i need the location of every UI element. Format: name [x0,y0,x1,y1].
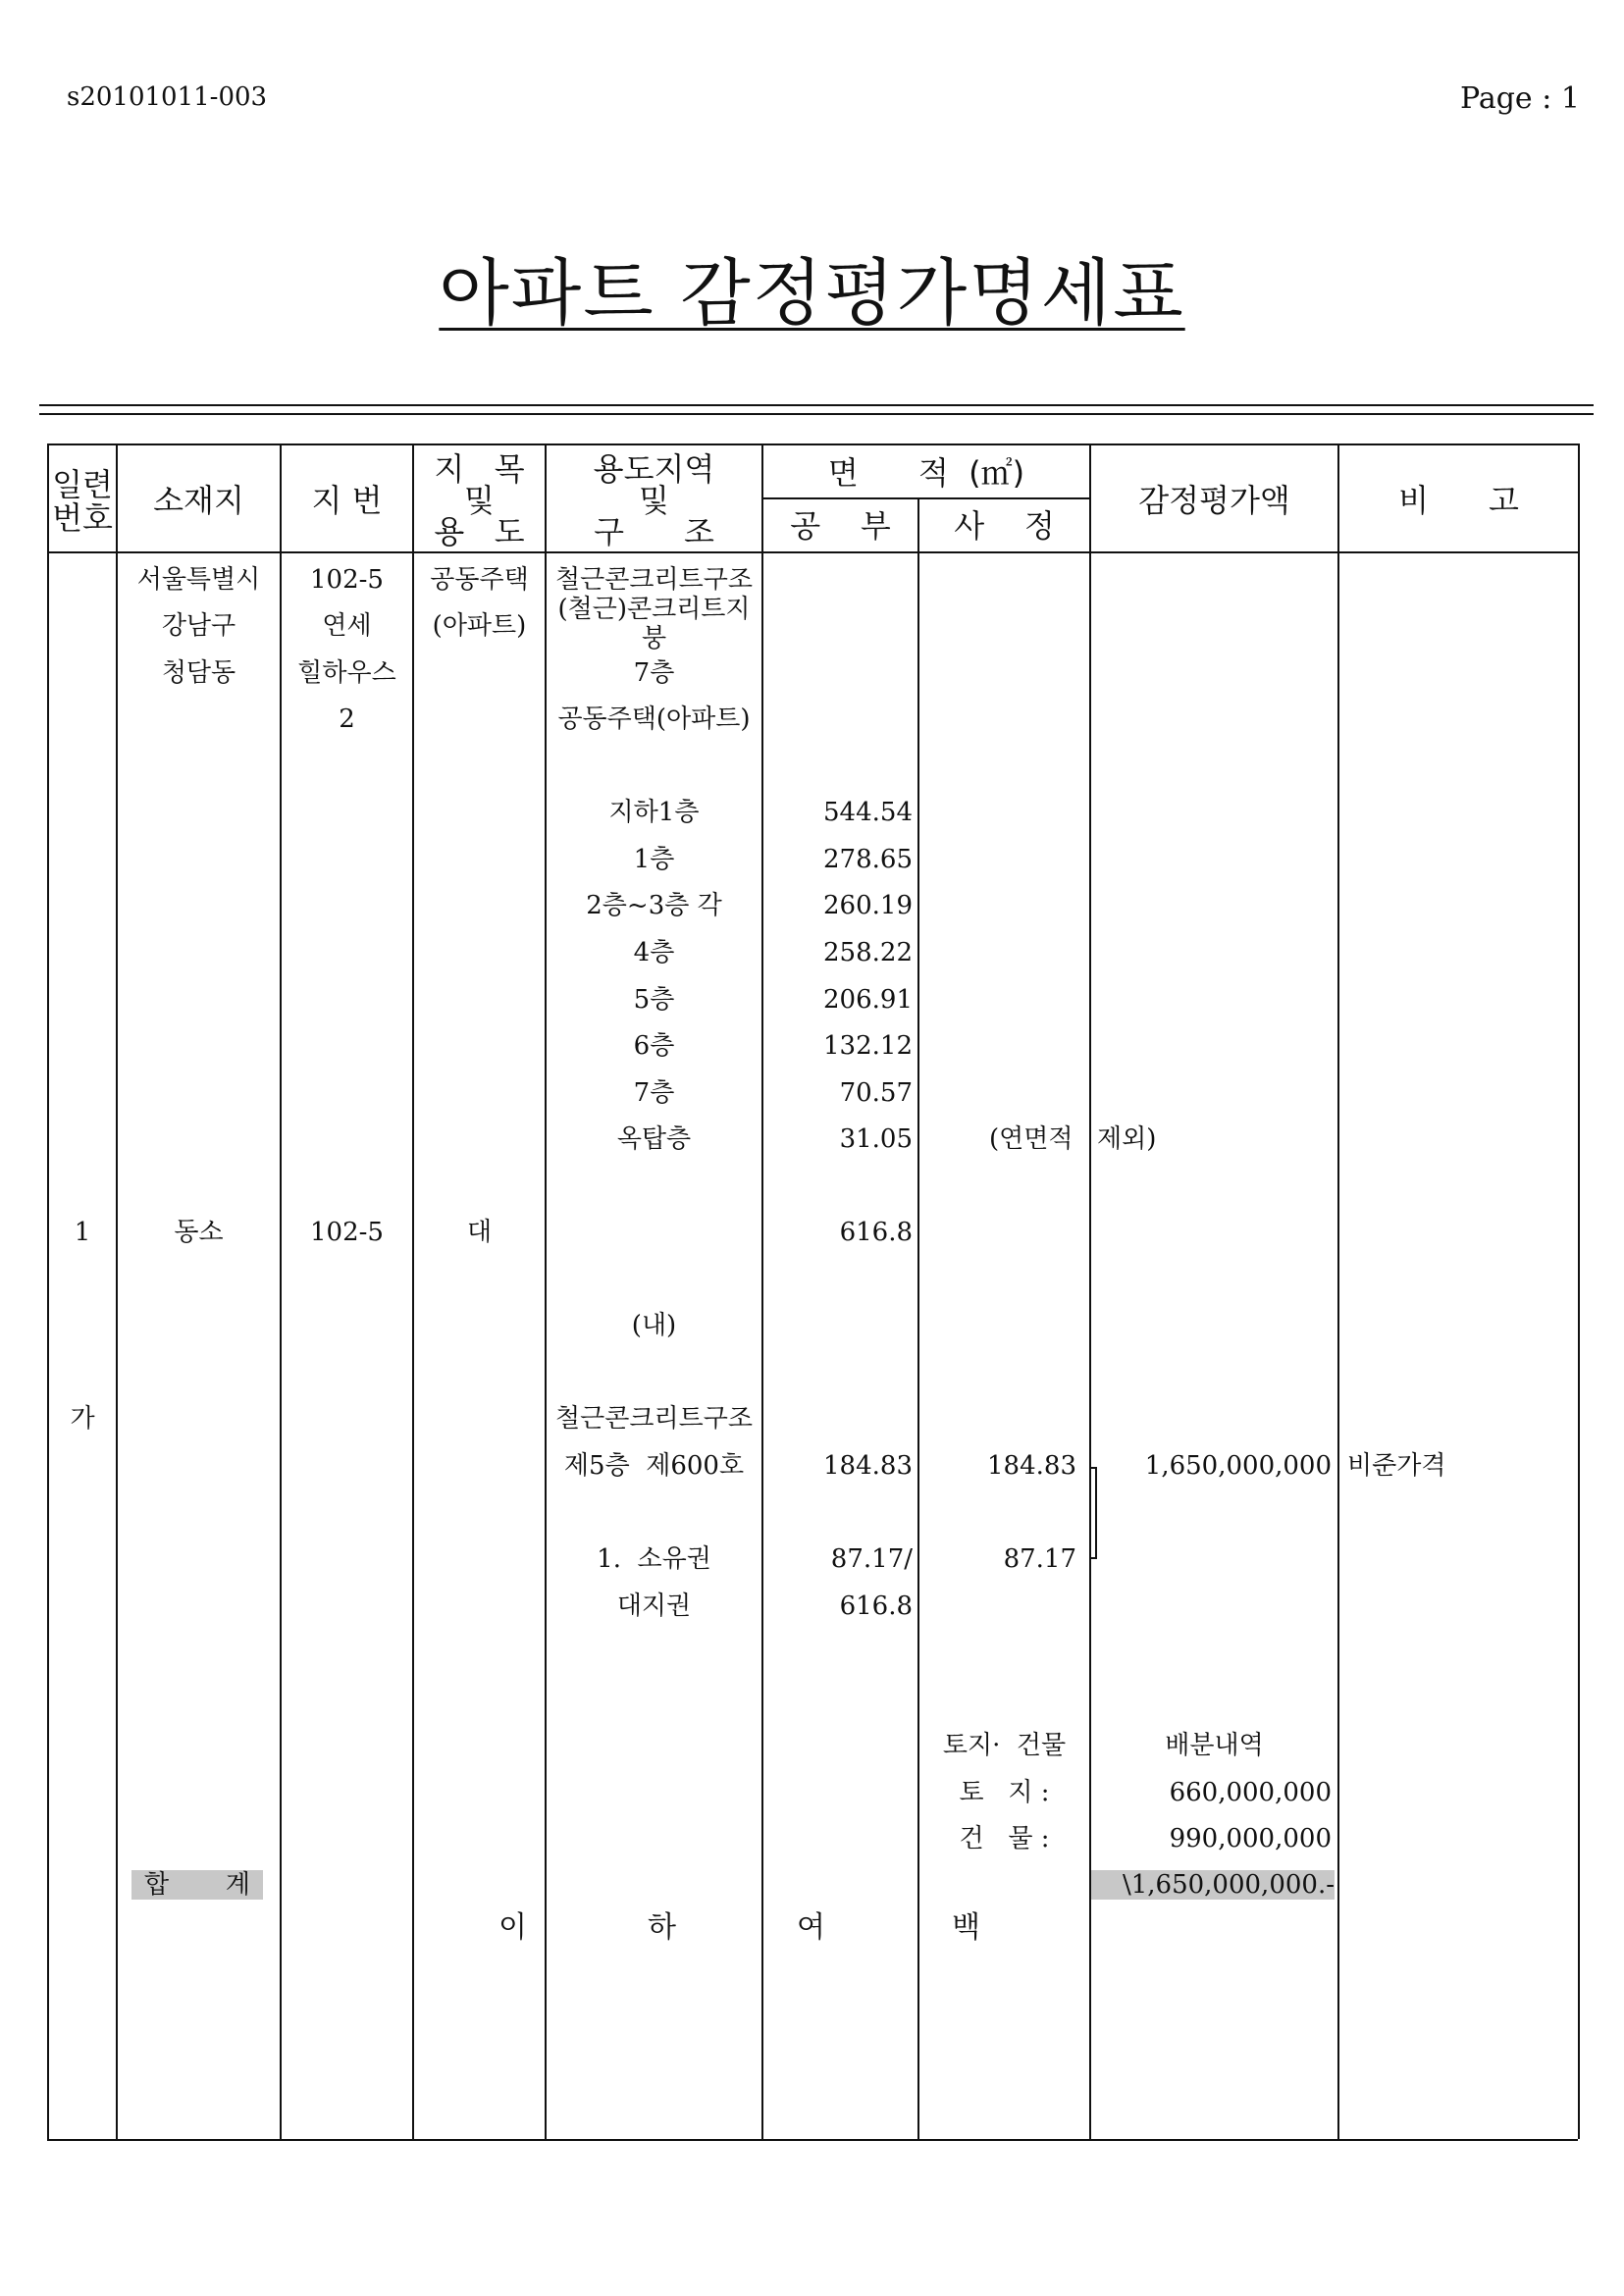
breakdown-label-2: 배분내역 [1165,1731,1264,1760]
document-id: s20101011-003 [67,82,268,112]
building-lot-2: 연세 [322,611,372,641]
top-rule-2 [39,413,1594,415]
col-line-2 [280,444,282,2139]
building-location-1: 서울특별시 [136,565,261,595]
floor-area: 206.91 [823,985,913,1015]
building-lot-1: 102-5 [310,565,384,595]
breakdown-label-1: 토지· 건물 [942,1731,1067,1760]
header-serial-no: 일련 번호 [52,466,113,537]
building-lot-4: 2 [339,704,355,734]
building-use-1: 공동주택 [430,565,529,595]
floor-label: 4층 [633,938,675,967]
header-area-registry: 공 부 [790,507,891,545]
floor-label: 7층 [633,1078,675,1108]
land-location: 동소 [174,1218,224,1247]
building-location-3: 청담동 [161,658,236,688]
breakdown-building-label: 건 물 : [959,1824,1050,1853]
table-top-border [47,444,1578,445]
building-lot-3: 힐하우스 [297,658,396,688]
unit-right-actual: 87.17 [1003,1544,1076,1574]
header-location: 소재지 [153,482,244,519]
col-line-8 [1337,444,1339,2139]
unit-right-area-2: 616.8 [839,1592,913,1621]
building-location-2: 강남구 [161,611,236,641]
land-category: 대 [466,1218,493,1247]
building-structure-1: 철근콘크리트구조 [555,565,753,595]
area-subheader-line [761,497,1089,499]
floor-area: 278.65 [823,845,913,874]
floor-label: 1층 [633,845,675,874]
unit-right-label: 1. 소유권 [597,1544,711,1574]
unit-inner-label: (내) [631,1311,677,1340]
header-zone-3: 구 조 [594,513,714,550]
header-appraisal: 감정평가액 [1138,482,1290,519]
unit-number: 제5층 제600호 [563,1451,745,1481]
floor-label: 옥탑층 [616,1124,692,1154]
table-bottom-border [47,2139,1578,2141]
end-mark: 이 [498,1910,527,1945]
building-structure-4: 7층 [633,658,675,688]
floor-area: 31.05 [839,1124,913,1154]
header-land-use-1: 지 목 [434,450,525,488]
floor-area: 544.54 [823,798,913,827]
floor-area: 132.12 [823,1031,913,1061]
land-area: 616.8 [839,1218,913,1247]
breakdown-land-label: 토 지 : [959,1778,1050,1807]
floor-area: 70.57 [839,1078,913,1108]
floor-area: 258.22 [823,938,913,967]
building-structure-3: 붕 [641,624,667,653]
top-rule-1 [39,404,1594,406]
floor-label: 5층 [633,985,675,1015]
rooftop-note-end: 제외) [1097,1124,1157,1154]
unit-remarks: 비준가격 [1347,1451,1446,1481]
floor-label: 6층 [633,1031,675,1061]
col-line-1 [116,444,118,2139]
floor-label: 2층~3층 각 [586,891,722,920]
floor-label: 지하1층 [608,798,700,827]
title-text: 아파트 감정평가명세표 [439,251,1185,336]
header-lot-no: 지 번 [311,482,383,519]
header-land-use-2: 및 [464,482,495,519]
col-line-5 [761,444,763,2139]
unit-structure: 철근콘크리트구조 [555,1404,753,1434]
unit-right-area-1: 87.17/ [830,1544,913,1574]
floor-area: 260.19 [823,891,913,920]
col-line-3 [412,444,414,2139]
document-title [0,251,1624,336]
land-lot-no: 102-5 [310,1218,384,1247]
total-value: \1,650,000,000.- [1091,1870,1335,1900]
col-line-0 [47,444,49,2139]
unit-area-registry: 184.83 [823,1451,913,1481]
header-land-use-3: 용 도 [434,513,525,550]
unit-serial: 가 [70,1404,95,1434]
header-zone-1: 용도지역 [593,450,715,488]
land-serial: 1 [74,1218,91,1247]
header-zone-2: 및 [639,482,669,519]
rooftop-note-start: (연면적 [989,1124,1074,1154]
unit-area-actual: 184.83 [987,1451,1076,1481]
breakdown-building-value: 990,000,000 [1169,1824,1332,1853]
header-remarks: 비 고 [1398,482,1519,519]
building-use-2: (아파트) [432,611,527,641]
page-number: Page : 1 [1460,81,1580,116]
end-mark: 하 [648,1910,676,1945]
header-bottom-border [47,551,1578,553]
col-line-6 [917,497,919,2139]
end-mark: 백 [952,1910,980,1945]
header-area-actual: 사 정 [954,507,1055,545]
total-label: 합 계 [131,1870,263,1900]
unit-appraisal: 1,650,000,000 [1144,1451,1332,1481]
building-structure-5: 공동주택(아파트) [557,704,751,734]
breakdown-land-value: 660,000,000 [1169,1778,1332,1807]
header-area: 면 적 (㎡) [827,454,1025,492]
unit-bracket [1089,1467,1097,1559]
col-line-9 [1578,444,1580,2139]
end-mark: 여 [797,1910,825,1945]
building-structure-2: (철근)콘크리트지 [557,595,751,624]
col-line-4 [545,444,547,2139]
unit-right-sub: 대지권 [616,1592,692,1621]
